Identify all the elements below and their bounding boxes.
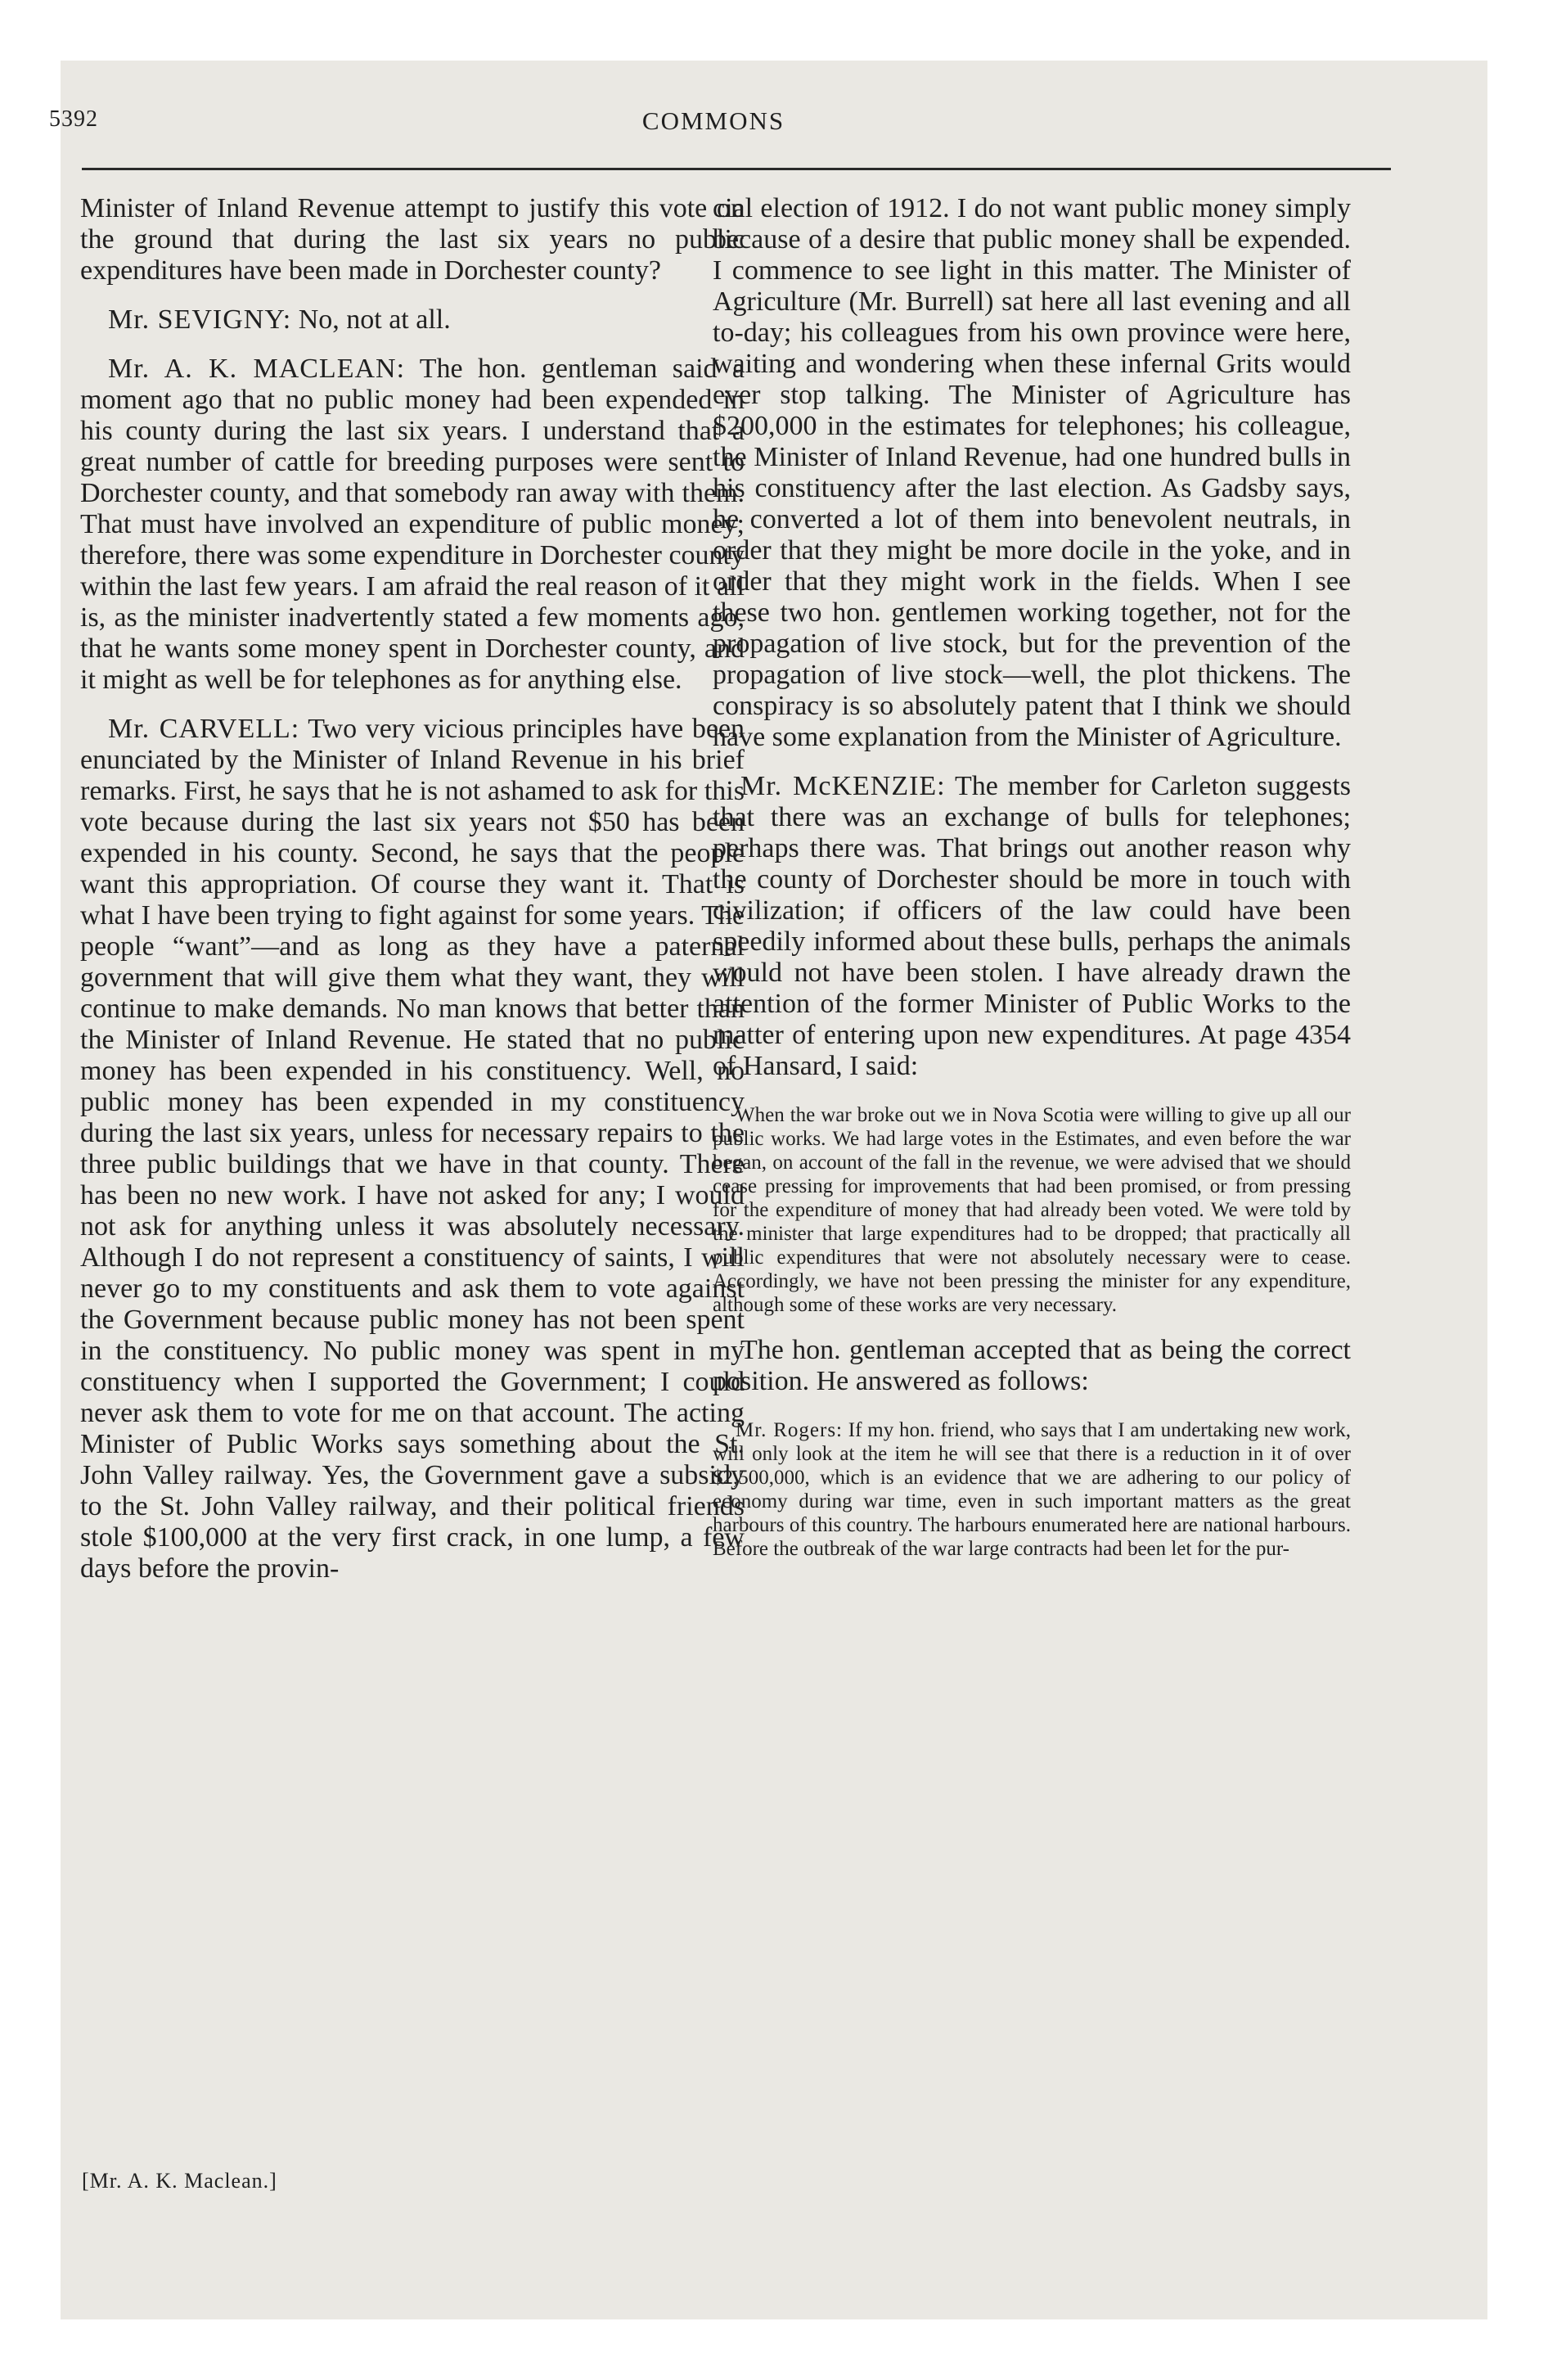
quote-text: If my hon. friend, who says that I am undertaking new work, will only look at the item he will see that there is a reduction in it of over $2,500,000, which is an evidence that we are adhering to our policy of economy during war time, even in such important matters as the great harbours of this country. The harbours enumerated here are national harbours. Before the outbreak of the war large contracts had been let for the pur- [713, 1419, 1351, 1560]
left-column [80, 193, 745, 1584]
paragraph [713, 771, 1351, 1082]
quote-text: When the war broke out we in Nova Scotia were willing to give up all our public works. We had large votes in the Estimates, and even before the war began, on account of the fall in the revenue, we were advised that we should cease pressing for improvements that had been promised, or from pressing for the expenditure of money that had already been voted. We were told by the minister that large expenditures had to be dropped; that practically all public expenditures that were not absolutely necessary were to cease. Accordingly, we have not been pressing the minister for any expenditure, although some of these works are very necessary. [713, 1104, 1351, 1316]
speaker-name: Mr. McKENZIE: [740, 771, 946, 801]
speaker-name: Mr. CARVELL: [108, 714, 300, 744]
paragraph-text: The hon. gentleman said a moment ago that no public money had been expended in his county during the last six years. I understand that a great number of cattle for breeding purposes were sent to Dorchester county, and that somebody ran away with them. That must have involved an expenditure of public money; therefore, there was some expenditure in Dorchester county within the last few years. I am afraid the real reason of it all is, as the minister inadvertently stated a few moments ago, that he wants some money spent in Dorchester county, and it might as well be for telephones as for anything else. [80, 354, 745, 695]
page-number: 5392 [49, 106, 98, 132]
paragraph [80, 714, 745, 1584]
speaker-name: Mr. Rogers: [736, 1419, 843, 1441]
paragraph [713, 1335, 1351, 1397]
paragraph-text: No, not at all. [298, 304, 451, 335]
speaker-footer: [Mr. A. K. Maclean.] [82, 2169, 277, 2193]
speaker-name: Mr. A. K. MACLEAN: [108, 354, 406, 384]
paragraph-text: The member for Carleton suggests that there was an exchange of bulls for telephones; perhaps there was. That brings out another reason why the county of Dorchester should be more in touch with civilization; if officers of the law could have been speedily informed about these bulls, perhaps the animals would not have been stolen. I have already drawn the attention of the former Minister of Public Works to the matter of entering upon new expenditures. At page 4354 of Hansard, I said: [713, 771, 1351, 1081]
paragraph-text: The hon. gentleman accepted that as being the correct position. He answered as follows: [713, 1335, 1351, 1396]
paragraph-text: Minister of Inland Revenue attempt to justify this vote on the ground that during the last six years no public expenditures have been made in Dorchester county? [80, 193, 745, 286]
header-rule [82, 168, 1391, 170]
paragraph [80, 193, 745, 286]
speaker-name: Mr. SEVIGNY: [108, 304, 292, 335]
paragraph [80, 304, 745, 336]
running-head: COMMONS [641, 106, 785, 135]
paragraph [713, 193, 1351, 753]
paragraph-text: Two very vicious principles have been enunciated by the Minister of Inland Revenue in his brief remarks. First, he says that he is not ashamed to ask for this vote because during the last six years not $50 has been expended in his county. Second, he says that the people want this appropriation. Of course they want it. That is what I have been trying to fight against for some years. The people “want”—and as long as they have a paternal government that will give them what they want, they will continue to make demands. No man knows that better than the Minister of Inland Revenue. He stated that no public money has been expended in his constituency. Well, no public money has been expended in my constituency during the last six years, unless for necessary repairs to the three public buildings that we have in that county. There has been no new work. I have not asked for any; I would not ask for anything unless it was absolutely necessary. Although I do not represent a constituency of saints, I will never go to my constituents and ask them to vote against the Government because public money has not been spent in the constituency. No public money was spent in my constituency when I supported the Government; I could never ask them to vote for me on that account. The acting Minister of Public Works says something about the St. John Valley railway. Yes, the Government gave a subsidy to the St. John Valley railway, and their political friends stole $100,000 at the very first crack, in one lump, a few days before the provin- [80, 714, 745, 1584]
block-quote [713, 1418, 1351, 1561]
right-column [713, 193, 1351, 1561]
paragraph-text: cial election of 1912. I do not want public money simply because of a desire that public money shall be expended. I commence to see light in this matter. The Minister of Agriculture (Mr. Burrell) sat here all last evening and all to-day; his colleagues from his own province were here, waiting and wondering when these infernal Grits would ever stop talking. The Minister of Agriculture has $200,000 in the estimates for telephones; his colleague, the Minister of Inland Revenue, had one hundred bulls in his constituency after the last election. As Gadsby says, he converted a lot of them into benevolent neutrals, in order that they might be more docile in the yoke, and in order that they might work in the fields. When I see these two hon. gentlemen working together, not for the propagation of live stock, but for the prevention of the propagation of live stock—well, the plot thickens. The conspiracy is so absolutely patent that I think we should have some explanation from the Minister of Agriculture. [713, 193, 1351, 752]
paragraph [80, 354, 745, 696]
page-header [49, 106, 1378, 156]
block-quote [713, 1103, 1351, 1317]
